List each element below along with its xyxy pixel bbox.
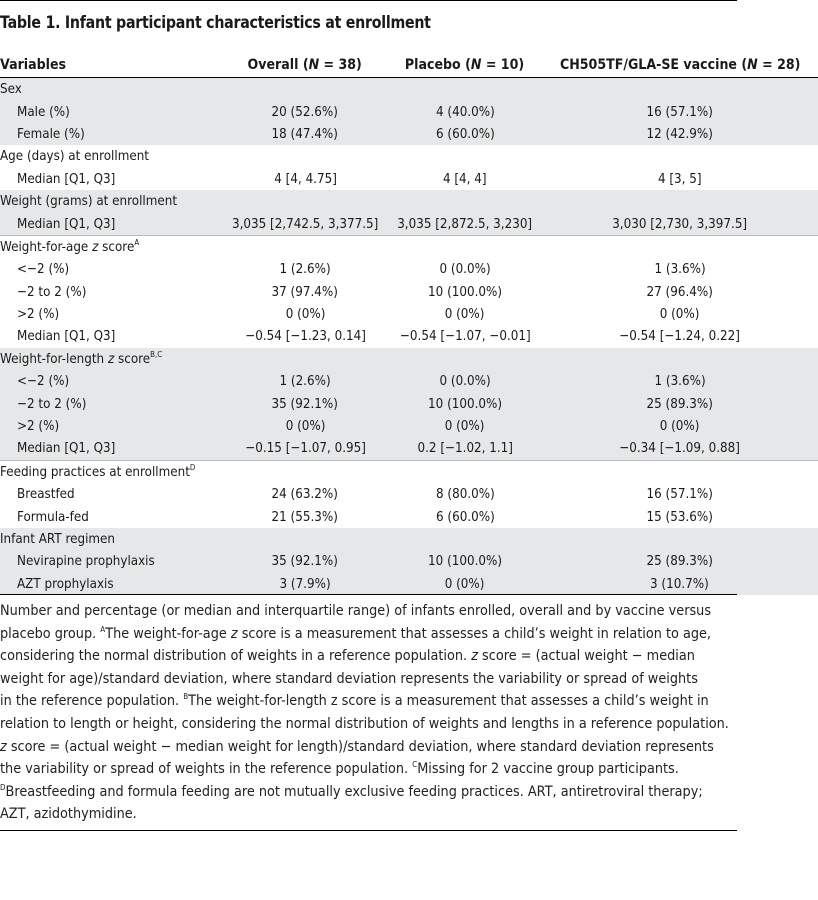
cell-overall: 35 (92.1%)	[222, 392, 388, 414]
cell-vaccine: 3,030 [2,730, 3,397.5]	[542, 212, 818, 235]
cell-placebo: 3,035 [2,872.5, 3,230]	[388, 212, 541, 235]
table-row	[0, 190, 818, 212]
cell-vaccine: 0 (0%)	[659, 306, 700, 323]
table-row	[0, 325, 818, 347]
footnote-bottom-rule	[0, 830, 737, 831]
cell-overall: 21 (55.3%)	[271, 508, 339, 525]
footnote-line: Number and percentage (or median and interquartile range) of infants enrolled, overall and by vaccine versus	[0, 603, 712, 619]
footnote-line: considering the normal distribution of weights in a reference population. z score = (actual weight − median	[0, 648, 695, 665]
row-label: −2 to 2 (%)	[17, 283, 87, 300]
cell-vaccine: 16 (57.1%)	[542, 100, 818, 122]
table-row	[0, 415, 818, 437]
table-bottom-rule	[0, 594, 737, 595]
cell-overall: 35 (92.1%)	[222, 550, 388, 572]
cell-placebo: 0 (0%)	[388, 573, 541, 595]
table-row	[0, 212, 818, 235]
cell-overall: 3,035 [2,742.5, 3,377.5]	[222, 212, 388, 235]
cell-placebo: 6 (60.0%)	[388, 123, 541, 145]
row-label: Weight-for-age z score$^A$	[0, 235, 222, 258]
cell-overall: 0 (0%)	[285, 306, 325, 323]
cell-vaccine: 16 (57.1%)	[646, 486, 713, 503]
cell-vaccine: −0.34 [−1.09, 0.88]	[542, 437, 818, 460]
cell-placebo: 0 (0.0%)	[439, 261, 491, 278]
cell-placebo: 10 (100.0%)	[388, 550, 541, 572]
cell-placebo: 0 (0.0%)	[388, 370, 541, 392]
cell-vaccine: −0.54 [−1.24, 0.22]	[619, 328, 741, 345]
row-label: Median [Q1, Q3]	[0, 437, 222, 460]
cell-placebo: 6 (60.0%)	[435, 508, 495, 525]
cell-placebo: 4 (40.0%)	[388, 100, 541, 122]
characteristics-table	[0, 52, 818, 595]
table-row	[0, 235, 818, 258]
row-label: Female (%)	[0, 123, 222, 145]
row-label: <−2 (%)	[17, 261, 70, 278]
cell-placebo: 0 (0%)	[445, 306, 485, 323]
row-label: Weight-for-length z score$^{B,C}$	[0, 348, 222, 370]
table-row	[0, 168, 818, 190]
table-row	[0, 573, 818, 595]
row-label: >2 (%)	[0, 415, 222, 437]
cell-overall: 0 (0%)	[222, 415, 388, 437]
cell-placebo: 8 (80.0%)	[435, 486, 495, 503]
row-label: Median [Q1, Q3]	[17, 170, 116, 187]
cell-vaccine: 15 (53.6%)	[646, 508, 713, 525]
top-rule	[0, 0, 737, 1]
header-placebo: Placebo (N = 10)	[405, 56, 525, 73]
table-row	[0, 392, 818, 414]
cell-placebo: 4 [4, 4]	[443, 170, 487, 187]
row-label: <−2 (%)	[0, 370, 222, 392]
row-label: Median [Q1, Q3]	[0, 212, 222, 235]
cell-overall: 18 (47.4%)	[222, 123, 388, 145]
table-row	[0, 505, 818, 527]
header-vaccine: CH505TF/GLA-SE vaccine (N = 28)	[559, 56, 800, 73]
row-label: >2 (%)	[17, 306, 60, 323]
cell-overall: 20 (52.6%)	[222, 100, 388, 122]
table-row	[0, 145, 818, 167]
table-row	[0, 281, 818, 303]
cell-overall: −0.15 [−1.07, 0.95]	[222, 437, 388, 460]
footnote-line: in the reference population. $^B$The weight-for-length z score is a measurement that assesses a child’s weight in	[0, 692, 709, 710]
cell-placebo: 0 (0%)	[388, 415, 541, 437]
cell-overall: 4 [4, 4.75]	[273, 170, 337, 187]
cell-vaccine: 3 (10.7%)	[542, 573, 818, 595]
row-label: Feeding practices at enrollment$^D$	[0, 460, 222, 483]
table-row	[0, 460, 818, 483]
table-row	[0, 123, 818, 145]
cell-vaccine: 0 (0%)	[542, 415, 818, 437]
footnote-line: $^D$Breastfeeding and formula feeding are not mutually exclusive feeding practices. ART, antiretroviral therapy;	[0, 782, 703, 800]
cell-placebo: 10 (100.0%)	[427, 283, 502, 300]
table-row	[0, 100, 818, 122]
footnote-line: z score = (actual weight − median weight for length)/standard deviation, where standard deviation represents	[0, 738, 714, 755]
table-row	[0, 550, 818, 572]
header-variables: Variables	[0, 56, 67, 73]
table-row	[0, 348, 818, 370]
table-footnote	[0, 600, 737, 826]
cell-overall: −0.54 [−1.23, 0.14]	[244, 328, 366, 345]
row-label: Male (%)	[0, 100, 222, 122]
cell-vaccine: 1 (3.6%)	[542, 370, 818, 392]
table-row	[0, 78, 818, 101]
cell-vaccine: 27 (96.4%)	[646, 283, 713, 300]
cell-placebo: 0.2 [−1.02, 1.1]	[388, 437, 541, 460]
cell-overall: 37 (97.4%)	[271, 283, 339, 300]
cell-vaccine: 1 (3.6%)	[654, 261, 706, 278]
row-label: Breastfed	[17, 486, 75, 503]
cell-overall: 24 (63.2%)	[271, 486, 339, 503]
row-label: Sex	[0, 78, 222, 101]
table-row	[0, 483, 818, 505]
cell-overall: 1 (2.6%)	[222, 370, 388, 392]
footnote-line: placebo group. $^A$The weight-for-age z score is a measurement that assesses a child’s weight in relation to age,	[0, 624, 712, 642]
cell-overall: 1 (2.6%)	[279, 261, 331, 278]
cell-placebo: −0.54 [−1.07, −0.01]	[399, 328, 531, 345]
row-label: Median [Q1, Q3]	[17, 328, 116, 345]
row-label: Nevirapine prophylaxis	[0, 550, 222, 572]
footnote-line: relation to length or height, considering the normal distribution of weights and lengths in a reference population.	[0, 715, 729, 732]
table-row	[0, 437, 818, 460]
cell-vaccine: 4 [3, 5]	[657, 170, 702, 187]
table-row	[0, 528, 818, 550]
row-label: Age (days) at enrollment	[0, 148, 149, 165]
footnote-line: weight for age)/standard deviation, where standard deviation represents the variability or spread of weights	[0, 670, 698, 687]
row-label: AZT prophylaxis	[0, 573, 222, 595]
table-row	[0, 303, 818, 325]
cell-vaccine: 25 (89.3%)	[542, 550, 818, 572]
header-overall: Overall (N = 38)	[247, 56, 363, 73]
table-title: Table 1. Infant participant characteristics at enrollment	[0, 13, 431, 32]
cell-overall: 3 (7.9%)	[222, 573, 388, 595]
cell-vaccine: 12 (42.9%)	[542, 123, 818, 145]
row-label: Formula-fed	[17, 508, 89, 525]
row-label: −2 to 2 (%)	[0, 392, 222, 414]
cell-placebo: 10 (100.0%)	[388, 392, 541, 414]
row-label: Weight (grams) at enrollment	[0, 190, 222, 212]
table-header-row	[0, 52, 818, 78]
cell-vaccine: 25 (89.3%)	[542, 392, 818, 414]
footnote-line: the variability or spread of weights in the reference population. $^C$Missing for 2 vaccine group participants.	[0, 760, 679, 778]
table-row	[0, 258, 818, 280]
table-row	[0, 370, 818, 392]
row-label: Infant ART regimen	[0, 528, 222, 550]
footnote-line: AZT, azidothymidine.	[0, 806, 137, 823]
